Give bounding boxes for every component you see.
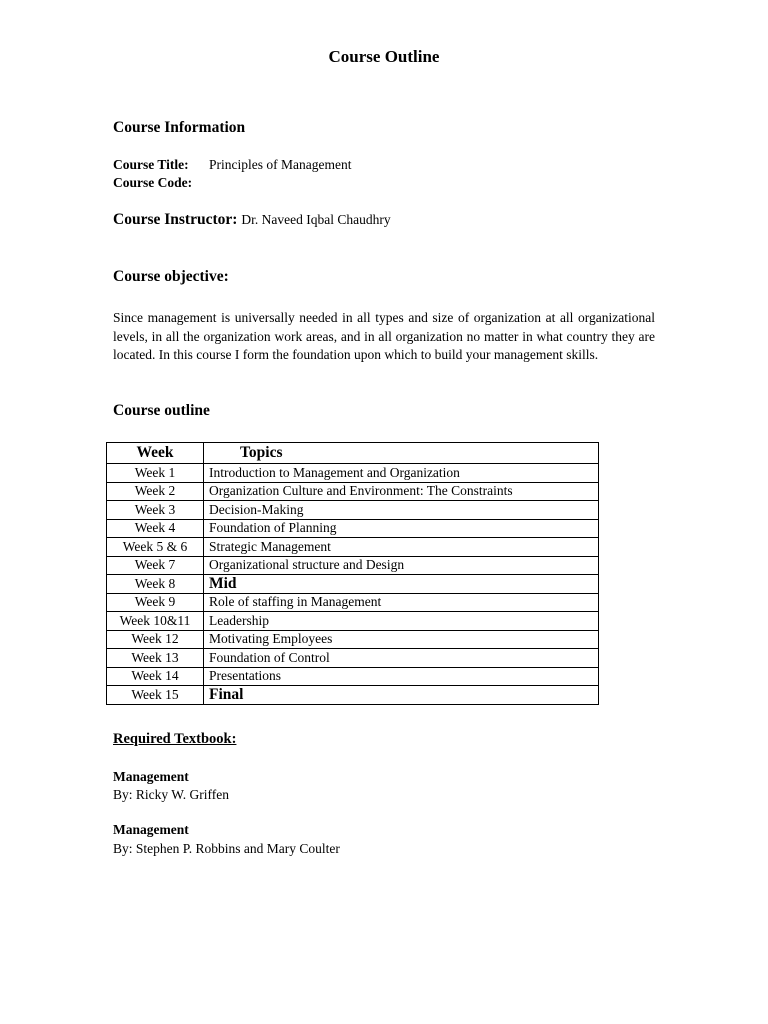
topic-cell: Strategic Management <box>204 538 599 557</box>
course-title-label: Course Title: <box>113 157 189 172</box>
table-row <box>107 612 599 631</box>
table-row <box>107 556 599 575</box>
course-code-label: Course Code: <box>113 175 193 190</box>
required-textbook-heading: Required Textbook: <box>113 731 237 747</box>
topic-cell: Foundation of Control <box>204 649 599 668</box>
course-instructor-value: Dr. Naveed Iqbal Chaudhry <box>241 212 391 227</box>
week-cell: Week 12 <box>107 630 204 649</box>
topic-cell: Introduction to Management and Organization <box>204 464 599 483</box>
course-instructor-label: Course Instructor: <box>113 211 238 228</box>
table-header-row <box>107 443 599 464</box>
week-cell: Week 5 & 6 <box>107 538 204 557</box>
week-cell: Week 8 <box>107 575 204 594</box>
week-cell: Week 13 <box>107 649 204 668</box>
topic-cell: Leadership <box>204 612 599 631</box>
topic-cell: Organizational structure and Design <box>204 556 599 575</box>
table-row <box>107 575 599 594</box>
table-row <box>107 667 599 686</box>
table-row <box>107 649 599 668</box>
page-title: Course Outline <box>328 47 440 66</box>
course-information-heading: Course Information <box>113 119 246 136</box>
week-cell: Week 1 <box>107 464 204 483</box>
table-row <box>107 519 599 538</box>
course-code-row <box>113 175 209 191</box>
table-row <box>107 686 599 705</box>
course-title-value: Principles of Management <box>209 157 352 172</box>
table-row <box>107 501 599 520</box>
week-cell: Week 10&11 <box>107 612 204 631</box>
table-row <box>107 630 599 649</box>
textbook-2-author: By: Stephen P. Robbins and Mary Coulter <box>113 841 340 856</box>
topic-cell: Role of staffing in Management <box>204 593 599 612</box>
week-column-header: Week <box>107 443 204 464</box>
topic-cell: Organization Culture and Environment: The Constraints <box>204 482 599 501</box>
topic-cell: Presentations <box>204 667 599 686</box>
course-outline-table <box>106 442 599 705</box>
course-objective-paragraph: Since management is universally needed in all types and size of organization at all organizational levels, in all the organization work areas, and in all organization no matter in what country they are located. In this course I form the foundation upon which to build your management skills. <box>113 310 655 362</box>
textbook-1-author: By: Ricky W. Griffen <box>113 787 229 802</box>
table-row <box>107 538 599 557</box>
topic-cell: Decision-Making <box>204 501 599 520</box>
week-cell: Week 2 <box>107 482 204 501</box>
table-row <box>107 593 599 612</box>
table-row <box>107 464 599 483</box>
topic-cell-final: Final <box>204 686 599 705</box>
week-cell: Week 15 <box>107 686 204 705</box>
week-cell: Week 7 <box>107 556 204 575</box>
course-objective-heading: Course objective: <box>113 268 229 285</box>
course-outline-heading: Course outline <box>113 402 210 419</box>
topic-cell: Foundation of Planning <box>204 519 599 538</box>
topic-cell-mid: Mid <box>204 575 599 594</box>
textbook-1-title: Management <box>113 769 189 784</box>
course-title-row <box>113 157 351 173</box>
course-instructor-row <box>113 211 391 229</box>
textbook-2-title: Management <box>113 822 189 837</box>
week-cell: Week 3 <box>107 501 204 520</box>
week-cell: Week 4 <box>107 519 204 538</box>
table-row <box>107 482 599 501</box>
topics-column-header: Topics <box>204 443 599 464</box>
week-cell: Week 14 <box>107 667 204 686</box>
topic-cell: Motivating Employees <box>204 630 599 649</box>
week-cell: Week 9 <box>107 593 204 612</box>
